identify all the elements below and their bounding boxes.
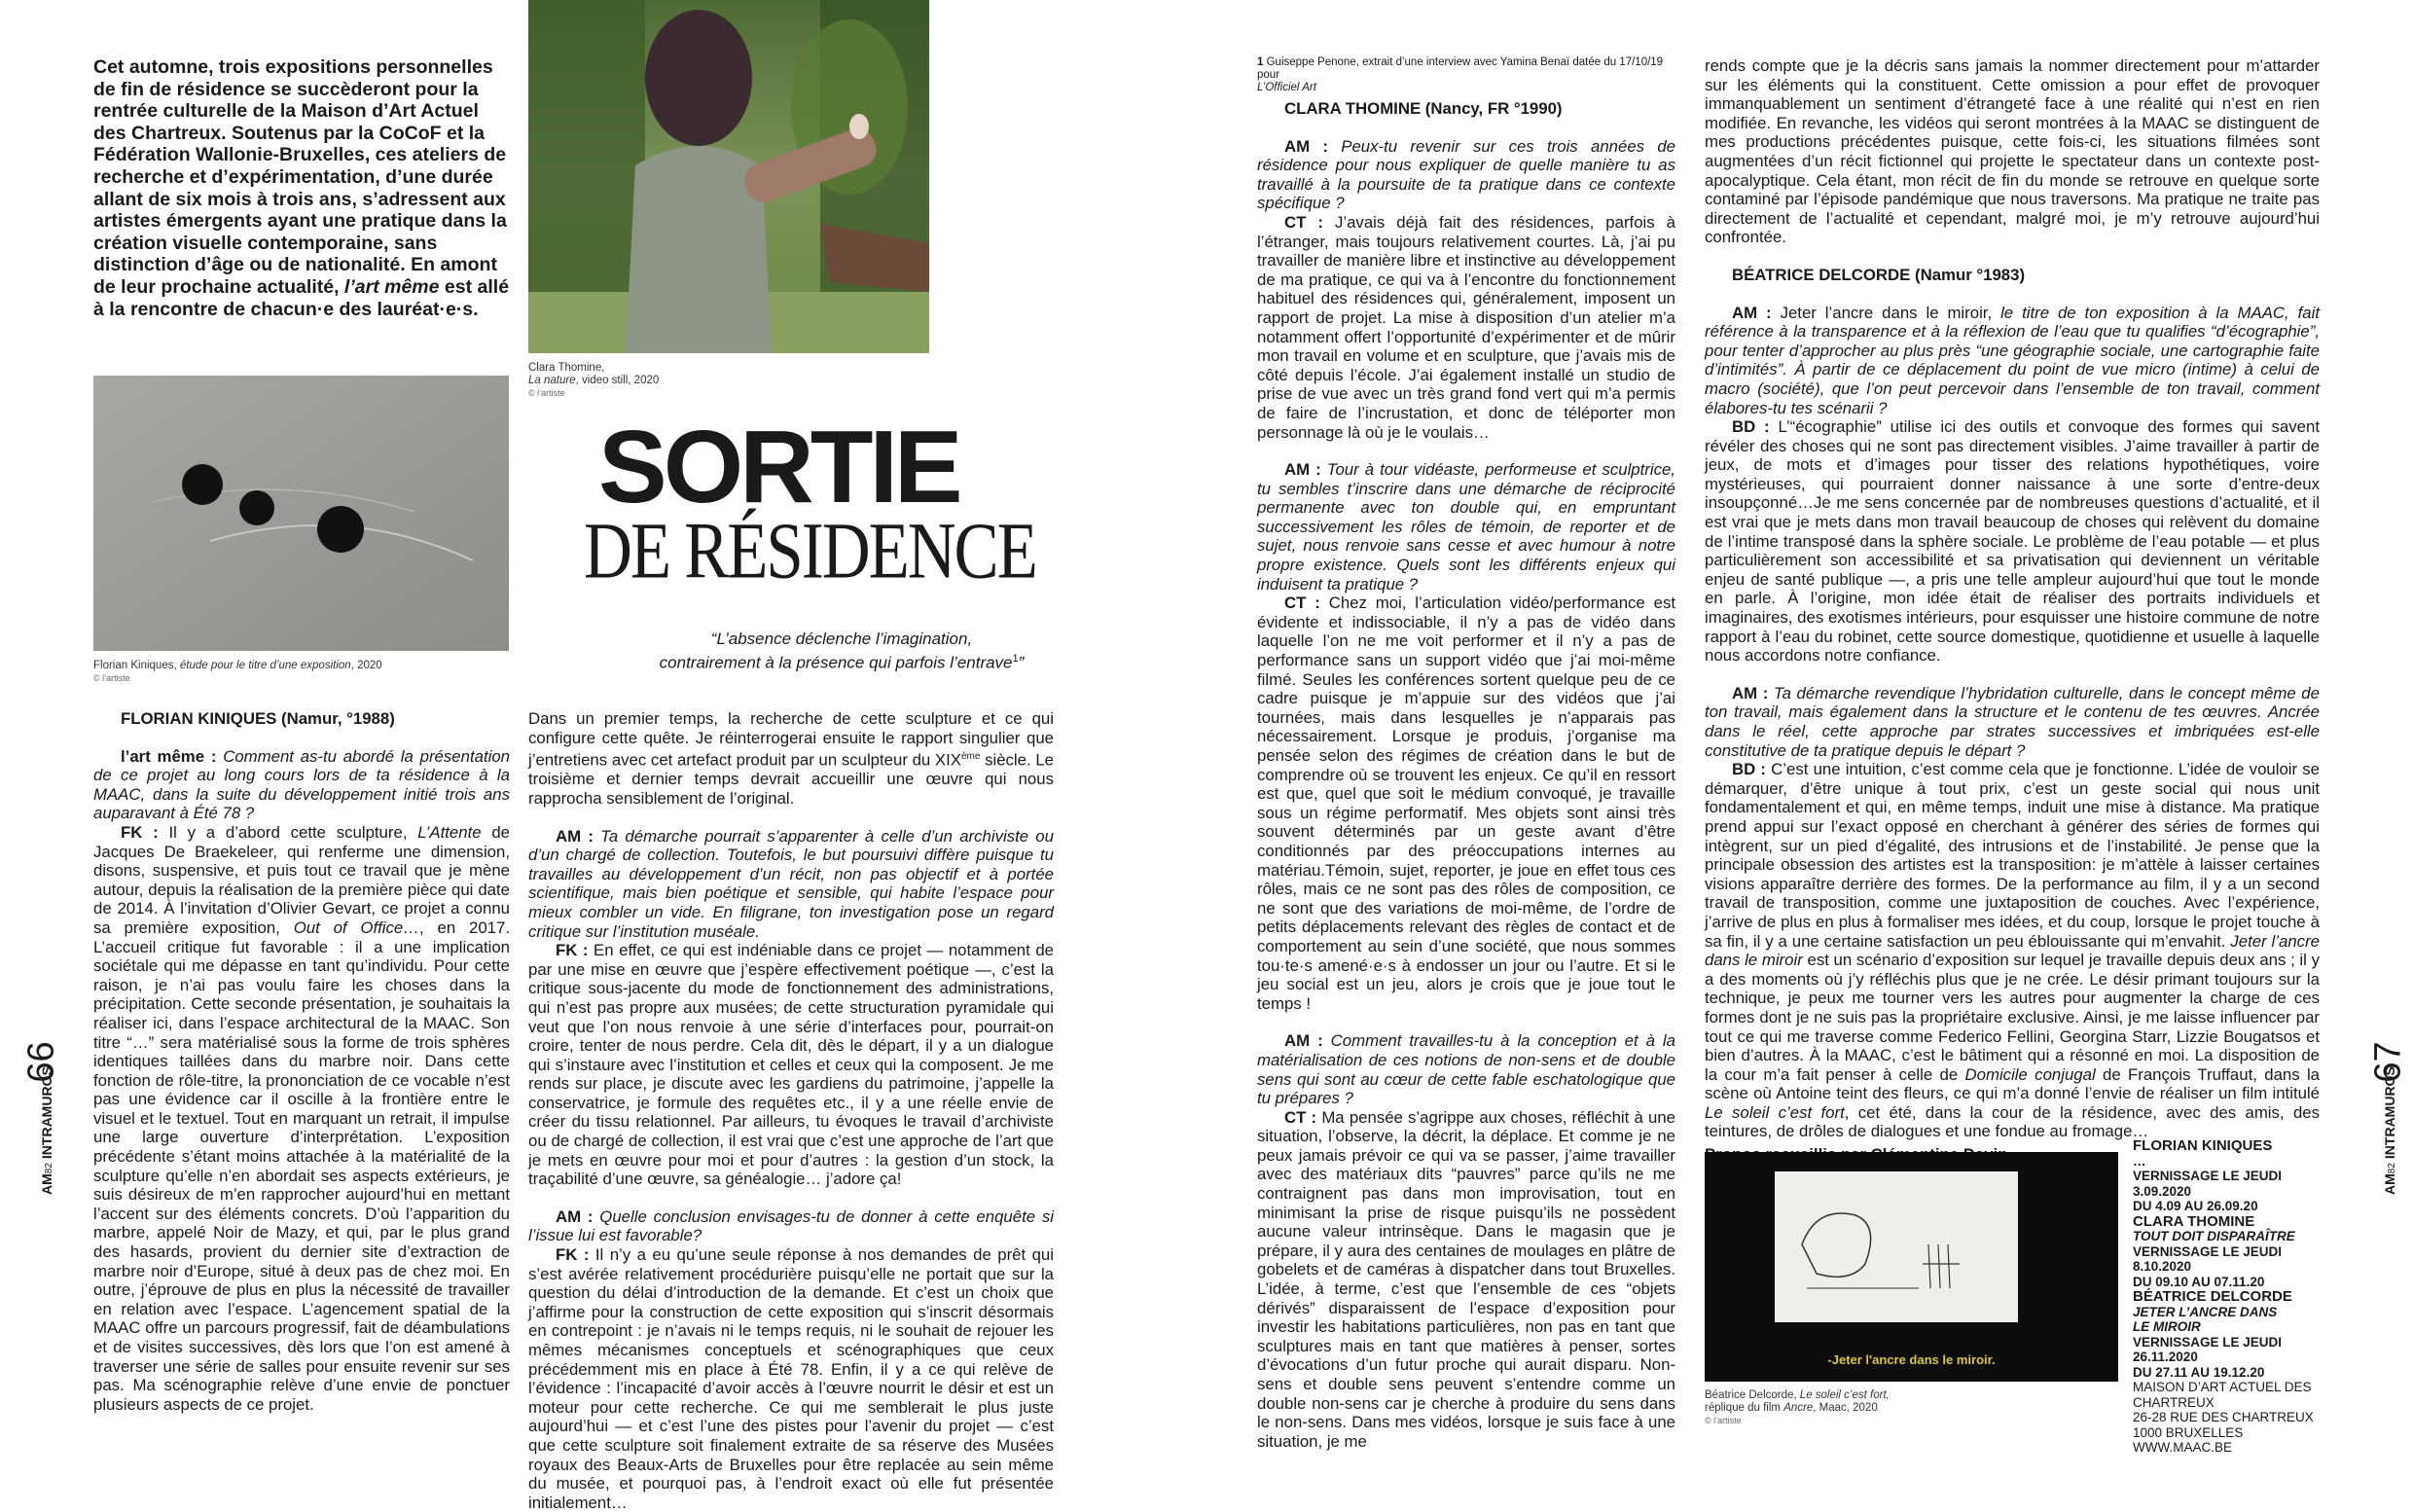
right-column-2: rends compte que je la décris sans jamais la nommer directement pour m’attarder sur les éléments qui la constituent. Cette omission a pour effet de provoquer immanquablement un sentiment d’étrangeté face à une réalité qui n’est en rien modifiée. En revanche, les vidéos qui seront montrées à la MAAC se distinguent de mes productions précédentes puisque, cette fois-ci, les situations filmées sont augmentées d’un récit fictionnel qui projette le spectateur dans un contexte post-apocalyptique. Cela étant, mon récit de fin du monde se retrouve en quelque sorte contaminé par l’épisode pandémique que nous traversons. Ma pratique ne traite pas directement de l’actualité et cependant, malgré moi, je m’y retrouve aujourd’hui confrontée. BÉATRICE DELCORDE (Namur °1983) AM : Jeter l’ancre dans le miroir, le titre de ton exposition à la MAAC, fait référence à la transparence et à la réflexion de l’eau que tu qualifies “d’écographie”, pour tenter d’approcher au plus près “une géographie sociale, une cartographie faite d’intimités”. À partir de ce déplacement du point de vue micro (intime) à celui de macro (société), que l’on peut percevoir dans l’ensemble de ton travail, comment élabores-tu tes scénarii ? BD : L’“écographie” utilise ici des outils et convoque des formes qui savent révéler des choses qui ne sont pas directement visibles. J’aime travailler à partir de jeux, de mots et d’images pour tisser des relations hypothétiques, voire mystérieuses, qui pourraient donner naissance à une sorte d’entre-deux insoupçonné…Je me sens concernée par de nombreuses questions d’actualité, et il est vrai que je mets dans mon travail beaucoup de choses qui relèvent du domaine de l’intime transposé dans la sphère sociale. Le problème de l’eau potable — et plus particulièrement son accessibilité et sa privatisation qui deviennent un véritable enjeu de santé publique —, a pris une telle ampleur aujourd’hui que tout le monde en parle. À l’origine, mon idée était de réaliser des portraits individuels et imaginaires, des exotismes intérieurs, pour esquisser une histoire commune de notre rapport à l’eau du robinet, cette source domestique, quotidienne et usuelle à laquelle nous accordons notre confiance. AM : Ta démarche revendique l’hybridation culturelle, dans le concept même de ton travail, mais également dans la structure et le contenu de tes œuvres. Ancrée dans le réel, cette approche par strates successives et imbriquées est-elle constitutive de ta pratique depuis le départ ? BD : C’est une intuition, c’est comme cela que je fonctionne. L’idée de vouloir se démarquer, d’être unique à tout prix, c’est un geste social qui nous unit fondamentalement et qui, en même temps, induit une mise à distance. Ma pratique prend appui sur l’exact opposé en cherchant à générer des séries de formes qui intègrent, sur un pied d’égalité, des intrusions et de l’instabilité. Je pense que la principale obsession des artistes est la transposition: je m’attèle à laisser certaines visions apparaître derrière des formes. De la performance au film, il y a un second travail de transposition, comme une juxtaposition de couches. Avec l’expérience, j’arrive de plus en plus à formaliser mes idées, et du coup, lorsque le projet touche à sa fin, il y a une certaine satisfaction un peu éblouissante qui m’envahit. Jeter l’ancre dans le miroir est un scénario d’exposition sur lequel je travaille depuis deux ans ; il y a des moments où j’y réfléchis plus que je ne crée. Le désir primant toujours sur la technique, je peux me tourner vers les autres pour augmenter la charge de ces formes dont je ne suis pas la propriétaire exclusive. Ainsi, je me laisse influencer par tout ce qui me traverse comme Federico Fellini, Georgina Starr, Lizzie Bougatsos et bien d’autres. À la MAAC, c’est le bâtiment qui a résonné en moi. La disposition de la cour m’a fait penser à celle de Domicile conjugal de François Truffaut, dans la scène où Antoine teint des fleurs, ce qui m’a donné l’envie de réaliser un film intitulé Le soleil c’est fort, cet été, dans la cour de la résidence, avec des amis, des teintures, de drôles de dialogues et une fondue au fromage… — [1705, 56, 2320, 1165]
photo1-caption: Clara Thomine, La nature, video still, 2020 © l’artiste — [528, 362, 660, 398]
section-heading-clara: CLARA THOMINE (Nancy, FR °1990) — [1284, 99, 1563, 118]
left-column-1: FLORIAN KINIQUES (Namur, °1988) l’art même : Comment as-tu abordé la présentation de ce projet au long cours lors de ta résidence à la MAAC, dans la suite du développement initié trois ans auparavant à Été 78 ? FK : Il y a d’abord cette sculpture, L’Attente de Jacques De Braekeleer, qui renferme une dimension, disons, suspensive, et puis tout ce travail que je mène autour, depuis la réalisation de la première pièce qui date de 2014. À l’invitation d’Olivier Gevart, ce projet a connu sa première exposition, Out of Office…, en 2017. L’accueil critique fut favorable : il a une implication sociétale qui me dépasse en tant qu’individu. Pour cette raison, je n’ai pas voulu faire les choses dans la précipitation. Cette seconde présentation, je souhaitais la réaliser ici, dans l’espace architectural de la MAAC. Son titre “…” sera matérialisé sous la forme de trois sphères identiques taillées dans du marbre noir. Dans cette fonction de rôle-titre, la prononciation de ce vocable n’est pas une évidence car il oscille à la frontière entre le visuel et le textuel. Tout en marquant un retrait, il impulse une large ouverture d’interprétation. L’exposition précédente s’étant moins attachée à la matérialité de la sculpture qu’elle n’en abordait ses aspects extérieurs, je suis désireux de m’en rapprocher aujourd’hui en mettant l’accent sur des éléments concrets. D’où l’apparition du marbre, appelé Noir de Mazy, et qui, par le plus grand des hasards, provient du dernier site d’extraction de marbre noir d’Europe, situé à deux pas de chez moi. En outre, j’éprouve de plus en plus la nécessité de travailler en relation avec l’espace. L’agencement spatial de la MAAC offre un parcours progressif, fait de déambulations et de visites successives, dès lors que l’on est amené à traverser une série de salles pour ensuite revenir sur ses pas. Ma scénographie relève d’une envie de ponctuer plusieurs aspects de ce projet. — [93, 709, 511, 1414]
section-label-right: AM82INTRAMUROS — [2382, 1066, 2397, 1195]
clara-thomine-photo — [528, 0, 929, 353]
footnote: 1 Guiseppe Penone, extrait d’une interview avec Yamina Benaï datée du 17/10/19 pour L’Officiel Art — [1257, 56, 1664, 93]
section-heading-beatrice: BÉATRICE DELCORDE (Namur °1983) — [1732, 265, 2026, 284]
epigraph-quote: “L’absence déclenche l’imagination, contrairement à la présence qui parfois l’entrave$^1$” — [659, 630, 1025, 672]
photo3-caption: Béatrice Delcorde, Le soleil c’est fort, réplique du film Ancre, Maac, 2020 © l’artiste — [1705, 1389, 1890, 1425]
florian-kiniques-photo — [93, 376, 509, 651]
page-number-left: 66 — [20, 1041, 62, 1083]
right-column-1: CLARA THOMINE (Nancy, FR °1990) AM : Peux-tu revenir sur ces trois années de résidence pour nous expliquer de quelle manière tu as travaillé à la poursuite de ta pratique dans ce contexte spécifique ? CT : J’avais déjà fait des résidences, parfois à l’étranger, mais toujours relativement courtes. Là, j’ai pu travailler de manière libre et instinctive au développement de ma pratique, ce qui va à l’encontre du fonctionnement habituel des résidences qui, généralement, imposent un rapport de projet. La mise à disposition d’un atelier m’a notamment offert l’opportunité d’expérimenter et de mûrir mon travail en volume et en sculpture, que j’avais mis de côté depuis l’école. J’ai également installé un studio de prise de vue avec un très grand fond vert qui m’a permis de faire de l’incrustation, et donc de téléporter mon personnage là où je le voulais… AM : Tour à tour vidéaste, performeuse et sculptrice, tu sembles t’inscrire dans une démarche de réciprocité permanente avec ton double qui, en empruntant successivement les rôles de témoin, de reporter et de sujet, nous renvoie sans cesse et avec humour à notre propre existence. Quels sont les différents enjeux qui induisent ta pratique ? CT : Chez moi, l’articulation vidéo/performance est évidente et indissociable, il n’y a pas de vidéo dans laquelle l’on ne me voit performer et il n’y a pas de performance sans un support vidéo que j’ai moi-même filmé. Seules les conférences sortent quelque peu de ce cadre puisque je m’appuie sur des vidéos que j’ai tournées, mais dans lesquelles je n’apparais pas nécessairement. Lorsque je produis, j’organise ma pensée selon des régimes de création dans le but de comprendre où se trouvent les enjeux. Ce qu’il en ressort est que, quel que soit le médium convoqué, je travaille sous un régime performatif. Mes objets sont ainsi très souvent déterminés par un geste avant d’être conditionnés par des préoccupations internes au matériau.Témoin, sujet, reporter, je joue en effet tous ces rôles, mais ce ne sont pas des rôles de composition, ce ne sont que des variations de moi-même, de l’ordre de petits déplacements relevant des règles de contact et de comportement au sein d’une société, que nous sommes tou·te·s amené·e·s à endosser un jour ou l’autre. Et si le jeu social est un jeu, alors je crois que je joue tout le temps ! AM : Comment travailles-tu à la conception et à la matérialisation de ces notions de non-sens et de double sens qui sont au cœur de cette fable eschatologique que tu prépares ? CT : Ma pensée s’agrippe aux choses, réfléchit à une situation, l’observe, la décrit, la déplace. Et comme je ne peux jamais prévoir ce qui va se passer, j’aime travailler avec des matériaux dits “pauvres” parce qu’ils ne me contraignent pas dans mon improvisation, tout en minimisant la prise de risque puisqu’ils ne possèdent aucune valeur intrinsèque. Dans le magasin que je prépare, il y aura des centaines de moulages en plâtre de gobelets et de caméras à dispatcher dans tout Bruxelles. L’idée, à terme, c’est que l’ensemble de ces “objets dérivés” disparaissent de l’espace d’exposition pour investir les habitations particulières, non pas en tant que sculptures mais en tant que matières à penser, sortes d’évocations d’un futur proche qui aurait disparu. Non-sens et double sens peuvent s’entendre comme un double non-sens car je cherche à produire du sens dans le non-sens. Dans mes vidéos, lorsque je suis face à une situation, je me — [1257, 99, 1676, 1451]
article-title: SORTIE DE RÉSIDENCE — [584, 410, 1036, 595]
left-column-2: Dans un premier temps, la recherche de cette sculpture et ce qui configure cette quête. Je réinterrogerai ensuite le rapport singulier que j’entretiens avec cet artefact produit par un sculpteur du XIXème siècle. Le troisième et dernier temps devrait accueillir une œuvre qui nous rapprocha sensiblement de l’original. AM : Ta démarche pourrait s’apparenter à celle d’un archiviste ou d’un chargé de collection. Toutefois, le but poursuivi diffère puisque tu travailles au développement d’un récit, non pas objectif et à portée scientifique, mais bien poétique et sensible, qui habite l’espace pour mieux combler un vide. En filigrane, ton investigation pose un regard critique sur l’institution muséale. FK : En effet, ce qui est indéniable dans ce projet — notamment de par une mise en œuvre que j’espère effectivement poétique —, c’est la critique sous-jacente du mode de fonctionnement des administrations, qui n’est pas propre aux musées; de cette structuration pyramidale qui veut que l’on nous renvoie à une série d’interfaces pour, pourrait-on croire, tenter de nous perdre. Cela dit, dès le départ, il y a un dialogue qui s’instaure avec l’institution et celles et ceux qui la composent. Je me rends sur place, je discute avec les gardiens du patrimoine, j’appelle la conservatrice, je formule des requêtes etc., il y a une réelle envie de créer du tissu relationnel. Par ailleurs, tu évoques le travail d’archiviste ou de chargé de collection, il est vrai que c’est une approche de l’art que je mets en œuvre pour moi et pour d’autres : la gestion d’un stock, la traçabilité d’une œuvre, sa généalogie… j’adore ça! AM : Quelle conclusion envisages-tu de donner à cette enquête si l’issue lui est favorable? FK : Il n’y a eu qu’une seule réponse à nos demandes de prêt qui s’est avérée relativement procédurière puisqu’elle ne portait que sur la question du délai d’introduction de la demande. Et c’est un choix que j’affirme pour la construction de cette exposition qui s’inscrit désormais en contrepoint : je n’avais ni le temps requis, ni le souhait de rejouer les mêmes mécanismes conceptuels et scénographiques que ceux précédemment mis en place à Été 78. Enfin, il y a ce qui relève de l’évidence : l’incapacité d’avoir accès à l’œuvre nourrit le désir et est un moteur pour cette recherche. Ce qui me semblerait le plus juste aujourd’hui — et c’est l’une des pistes pour l’avenir du projet — c’est que cette sculpture soit finalement extraite de sa réserve des Musées royaux des Beaux-Arts de Bruxelles pour être replacée au sein même du musée, et pourquoi pas, à l’endroit exact où elle fut présentée initialement… — [528, 709, 1054, 1512]
section-heading-florian: FLORIAN KINIQUES (Namur, °1988) — [121, 709, 395, 728]
page-number-right: 67 — [2367, 1041, 2409, 1083]
photo2-caption: Florian Kiniques, étude pour le titre d’une exposition, 2020 © l’artiste — [93, 660, 382, 683]
beatrice-delcorde-video-still — [1705, 1152, 2118, 1382]
intro-text: Cet automne, trois expositions personnelles de fin de résidence se succèderont pour la rentrée culturelle de la Maison d’Art Actuel des Chartreux. Soutenus par la CoCoF et la Fédération Wallonie-Bruxelles, ces ateliers de recherche et d’expérimentation, d’une durée allant de six mois à trois ans, s’adressent aux artistes émergents ayant une pratique dans la création visuelle contemporaine, sans distinction d’âge ou de nationalité. En amont de leur prochaine actualité, l’art même est allé à la rencontre de chacun·e des lauréat·e·s. — [93, 56, 510, 320]
exhibition-agenda: FLORIAN KINIQUES … VERNISSAGE LE JEUDI 3.09.2020 DU 4.09 AU 26.09.20 CLARA THOMINE TOUT DOIT DISPARAÎTRE VERNISSAGE LE JEUDI 8.10.2020 DU 09.10 AU 07.11.20 BÉATRICE DELCORDE JETER L’ANCRE DANS LE MIROIR VERNISSAGE LE JEUDI 26.11.2020 DU 27.11 AU 19.12.20 MAISON D’ART ACTUEL DES CHARTREUX 26-28 RUE DES CHARTREUX 1000 BRUXELLES WWW.MAAC.BE — [2133, 1137, 2314, 1455]
section-label-left: AM82INTRAMUROS — [39, 1066, 54, 1195]
video-subtitle: -Jeter l'ancre dans le miroir. — [1827, 1352, 1996, 1367]
